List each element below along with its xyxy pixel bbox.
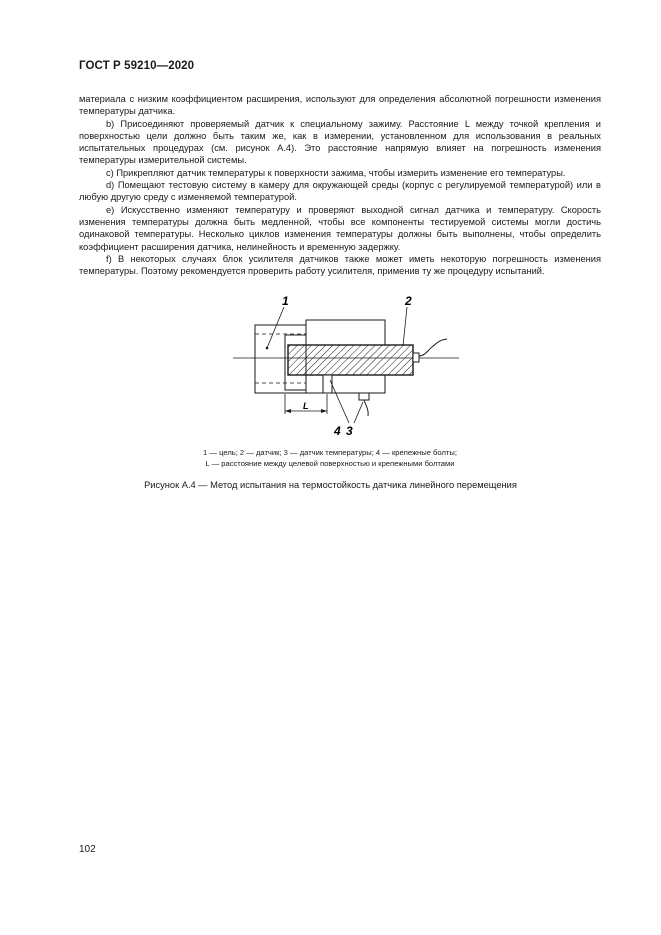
label-1: 1	[282, 294, 289, 308]
figure-legend	[130, 447, 530, 469]
temperature-sensor	[359, 393, 369, 400]
label-4: 4	[334, 424, 341, 438]
dimension-L-label: L	[303, 401, 309, 411]
legend-line-2: L — расстояние между целевой поверхностью и крепежными болтами	[205, 459, 455, 468]
document-header: ГОСТ Р 59210—2020	[79, 60, 195, 72]
legend-line-1: 1 — цель; 2 — датчик; 3 — датчик температуры; 4 — крепежные болты;	[203, 448, 457, 457]
label-3: 3	[346, 424, 353, 438]
clamp-body	[306, 320, 385, 345]
sensor-cable	[419, 339, 447, 356]
label-2: 2	[405, 294, 412, 308]
figure-diagram	[225, 290, 465, 438]
paragraph-d: d) Помещают тестовую систему в камеру для окружающей среды (корпус с регулируемой температурой) или в любую другую среду с изменяемой температурой.	[79, 180, 601, 203]
paragraph-b: b) Присоединяют проверяемый датчик к специальному зажиму. Расстояние L между точкой крепления и поверхностью цели должно быть таким же, как в измерении, установленном для использования в реальных испытательных процедурах (см. рисунок А.4). Это расстояние напрямую влияет на погрешность изменения температуры измерительной системы.	[79, 118, 601, 166]
paragraph-continuation: материала с низким коэффициентом расширения, используют для определения абсолютной погрешности изменения температуры датчика.	[79, 94, 601, 117]
paragraph-f: f) В некоторых случаях блок усилителя датчиков также может иметь некоторую погрешность изменения температуры. Поэтому рекомендуется проверить работу усилителя, применив ту же процедуру испытаний.	[79, 253, 601, 277]
figure-caption: Рисунок А.4 — Метод испытания на термостойкость датчика линейного перемещения	[144, 480, 517, 490]
paragraph-e: e) Искусственно изменяют температуру и проверяют выходной сигнал датчика и температуру. Скорость изменения температуры должна быть медленной, чтобы все компоненты тестируемой системы могли достичь одинаковой температуры. Несколько циклов изменения температуры должны быть выполнены, чтобы определить коэффициент расширения датчика, нелинейность и временную задержку.	[79, 204, 601, 252]
body-text	[79, 93, 601, 277]
paragraph-c: c) Прикрепляют датчик температуры к поверхности зажима, чтобы измерить изменение его температуры.	[106, 167, 566, 178]
page-number: 102	[79, 844, 96, 855]
mounting-bolt	[323, 375, 332, 393]
sensor-body	[288, 345, 413, 375]
sensor-connector	[413, 353, 419, 362]
